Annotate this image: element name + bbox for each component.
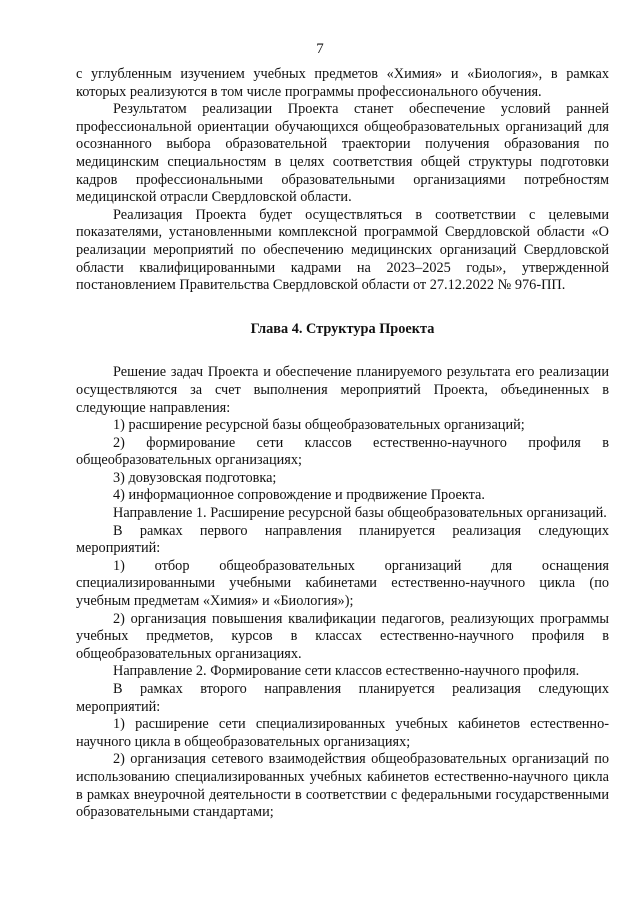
list-item: 4) информационное сопровождение и продвижение Проекта. (113, 487, 485, 504)
paragraph: Результатом реализации Проекта станет обеспечение условий ранней профессиональной ориентации обучающихся общеобразовательных организаций для осознанного выбора образовательной траектории получения образования по медицинским специальностям в целях соответствия общей структуры подготовки кадров профессиональными образовательными организациями потребностям медицинской отрасли Свердловской области. (76, 101, 609, 206)
paragraph: В рамках второго направления планируется реализация следующих мероприятий: (76, 681, 609, 715)
paragraph: Решение задач Проекта и обеспечение планируемого результата его реализации осуществляются за счет выполнения мероприятий Проекта, объединенных в следующие направления: (76, 364, 609, 416)
paragraph: Направление 2. Формирование сети классов естественно-научного профиля. (113, 663, 580, 680)
page-content (76, 66, 609, 822)
list-item: 2) организация повышения квалификации педагогов, реализующих программы учебных предметов, курсов в классах естественно-научного профиля в общеобразовательных организациях. (76, 610, 609, 662)
list-item: 1) расширение сети специализированных учебных кабинетов естественно-научного цикла в общеобразовательных организациях; (76, 716, 609, 750)
list-item: 1) отбор общеобразовательных организаций для оснащения специализированными учебными кабинетами естественно-научного цикла (по учебным предметам «Химия» и «Биология»); (76, 557, 609, 610)
chapter-heading: Глава 4. Структура Проекта (250, 320, 435, 337)
list-item: 3) довузовская подготовка; (113, 469, 277, 486)
list-item: 2) формирование сети классов естественно-научного профиля в общеобразовательных организациях; (76, 434, 609, 469)
paragraph: Направление 1. Расширение ресурсной базы общеобразовательных организаций. (113, 505, 607, 522)
paragraph: В рамках первого направления планируется реализация следующих мероприятий: (76, 522, 609, 557)
page-number: 7 (316, 41, 324, 57)
list-item: 1) расширение ресурсной базы общеобразовательных организаций; (113, 417, 525, 434)
list-item: 2) организация сетевого взаимодействия общеобразовательных организаций по использованию специализированных учебных кабинетов естественно-научного цикла в рамках внеурочной деятельности в соответствии с федеральными государственными образовательными стандартами; (76, 751, 609, 821)
paragraph: Реализация Проекта будет осуществляться в соответствии с целевыми показателями, установленными комплексной программой Свердловской области «О реализации мероприятий по обеспечению медицинских организаций Свердловской области квалифицированными кадрами на 2023–2025 годы», утвержденной постановлением Правительства Свердловской области от 27.12.2022 № 976-ПП. (76, 206, 609, 294)
paragraph: с углубленным изучением учебных предметов «Химия» и «Биология», в рамках которых реализуются в том числе программы профессионального обучения. (76, 66, 609, 100)
